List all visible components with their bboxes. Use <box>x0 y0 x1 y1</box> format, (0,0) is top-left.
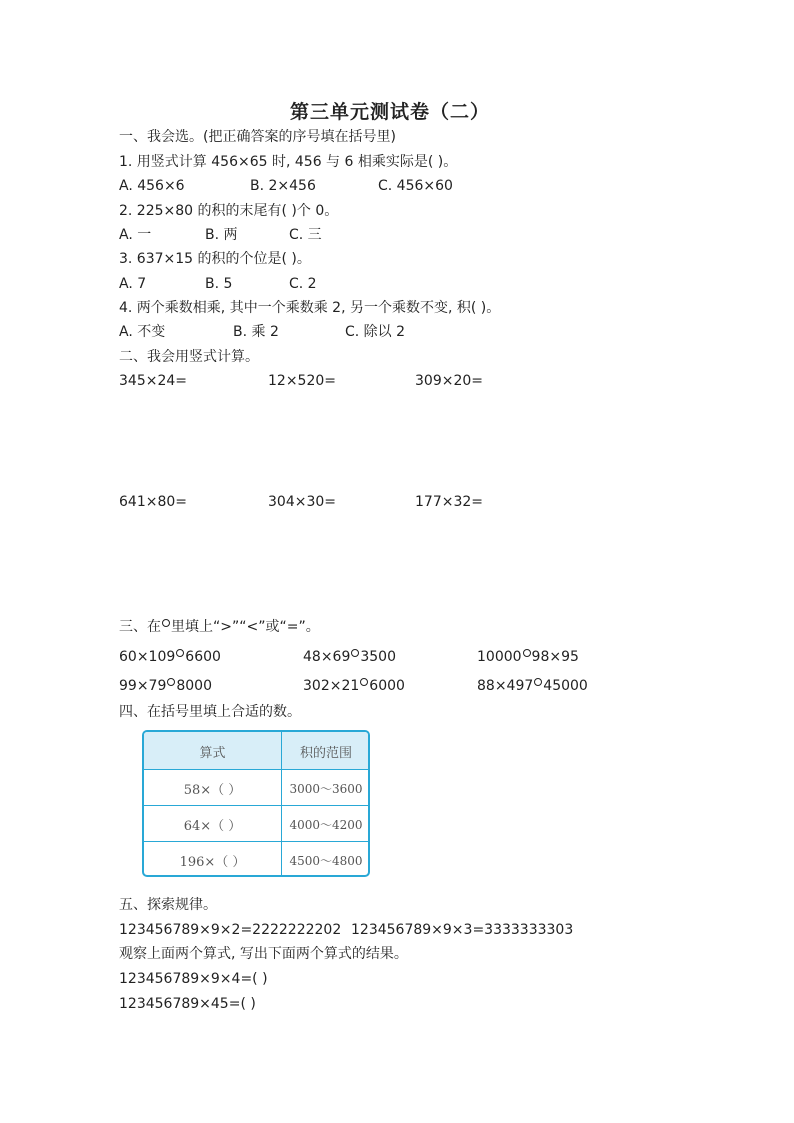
question-4-option-b: B. 乘 2 <box>233 324 279 340</box>
compare-right: 45000 <box>543 678 588 694</box>
compare-left: 10000 <box>477 649 522 665</box>
question-4-option-c: C. 除以 2 <box>345 324 406 340</box>
calc-item: 12×520= <box>268 373 336 389</box>
question-1-option-c: C. 456×60 <box>378 178 453 194</box>
page-title: 第三单元测试卷（二） <box>290 101 491 123</box>
blank-circle-icon <box>523 649 531 657</box>
table-header-range: 积的范围 <box>299 746 352 761</box>
table-header-formula: 算式 <box>199 746 226 761</box>
question-1-stem: 1. 用竖式计算 456×65 时, 456 与 6 相乘实际是( )。 <box>119 154 458 170</box>
table-divider <box>144 805 368 806</box>
question-3-option-a: A. 7 <box>119 276 147 292</box>
section3-heading-post: 里填上“>”“<”或“=”。 <box>171 619 320 635</box>
compare-item <box>119 648 221 666</box>
pattern-task: 123456789×45=( ) <box>119 996 256 1012</box>
blank-circle-icon <box>351 649 359 657</box>
table-cell-formula: 64×（ ） <box>183 819 242 834</box>
calc-item: 177×32= <box>415 494 483 510</box>
calc-item: 304×30= <box>268 494 336 510</box>
section2-heading: 二、我会用竖式计算。 <box>119 349 259 365</box>
compare-item <box>303 648 396 666</box>
section4-heading: 四、在括号里填上合适的数。 <box>119 704 301 720</box>
question-1-option-b: B. 2×456 <box>250 178 316 194</box>
section3-heading-pre: 三、在 <box>119 619 161 635</box>
compare-left: 60×109 <box>119 649 176 665</box>
question-4-stem: 4. 两个乘数相乘, 其中一个乘数乘 2, 另一个乘数不变, 积( )。 <box>119 300 501 316</box>
compare-right: 98×95 <box>531 649 579 665</box>
table-divider <box>144 769 368 770</box>
calc-item: 641×80= <box>119 494 187 510</box>
blank-circle-icon <box>176 649 184 657</box>
section1-heading: 一、我会选。(把正确答案的序号填在括号里) <box>119 129 396 145</box>
question-3-option-b: B. 5 <box>205 276 233 292</box>
compare-item <box>477 677 588 695</box>
question-3-stem: 3. 637×15 的积的个位是( )。 <box>119 251 311 267</box>
question-2-stem: 2. 225×80 的积的末尾有( )个 0。 <box>119 203 339 219</box>
table-cell-formula: 58×（ ） <box>183 783 242 798</box>
blank-circle-icon <box>360 678 368 686</box>
table-divider <box>144 841 368 842</box>
compare-left: 88×497 <box>477 678 534 694</box>
compare-right: 8000 <box>176 678 212 694</box>
table-cell-range: 3000～3600 <box>289 782 363 796</box>
compare-right: 6000 <box>369 678 405 694</box>
pattern-example: 123456789×9×3=3333333303 <box>351 922 574 938</box>
question-3-option-c: C. 2 <box>289 276 317 292</box>
question-4-option-a: A. 不变 <box>119 324 166 340</box>
blank-circle-icon <box>162 619 170 627</box>
pattern-example: 123456789×9×2=2222222202 <box>119 922 342 938</box>
table-cell-range: 4500～4800 <box>289 854 363 868</box>
compare-left: 48×69 <box>303 649 351 665</box>
question-1-option-a: A. 456×6 <box>119 178 185 194</box>
compare-item <box>477 648 579 666</box>
section5-instruction: 观察上面两个算式, 写出下面两个算式的结果。 <box>119 946 408 962</box>
compare-left: 302×21 <box>303 678 360 694</box>
section5-heading: 五、探索规律。 <box>119 897 217 913</box>
compare-right: 6600 <box>185 649 221 665</box>
compare-left: 99×79 <box>119 678 167 694</box>
compare-item <box>303 677 405 695</box>
question-2-option-c: C. 三 <box>289 227 322 243</box>
calc-item: 345×24= <box>119 373 187 389</box>
compare-item <box>119 677 212 695</box>
blank-circle-icon <box>167 678 175 686</box>
range-table <box>142 730 370 877</box>
table-cell-formula: 196×（ ） <box>179 855 246 870</box>
section3-heading <box>119 618 320 636</box>
pattern-task: 123456789×9×4=( ) <box>119 971 268 987</box>
compare-right: 3500 <box>360 649 396 665</box>
table-cell-range: 4000～4200 <box>289 818 363 832</box>
blank-circle-icon <box>534 678 542 686</box>
question-2-option-a: A. 一 <box>119 227 152 243</box>
calc-item: 309×20= <box>415 373 483 389</box>
question-2-option-b: B. 两 <box>205 227 238 243</box>
